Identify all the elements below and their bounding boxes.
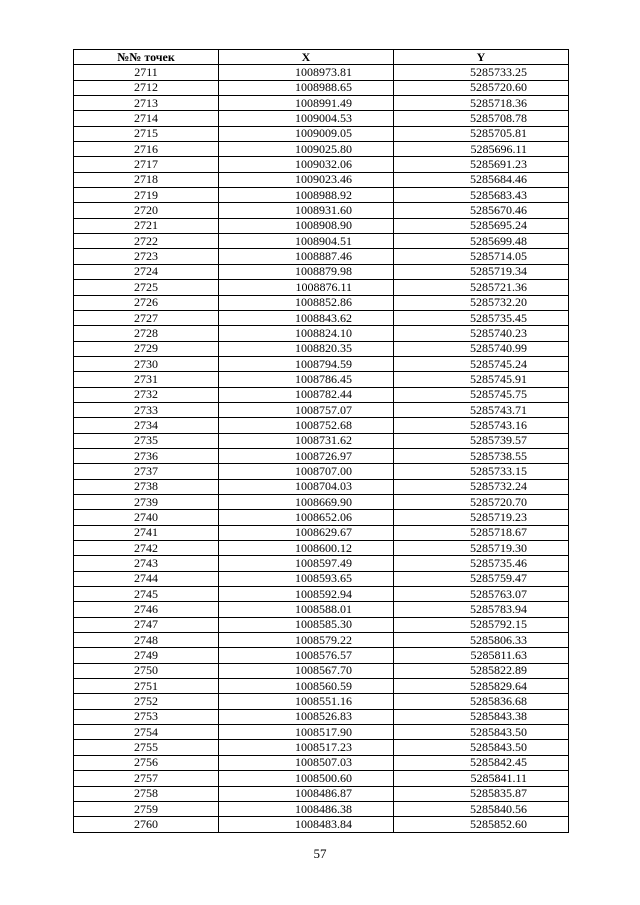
table-row bbox=[74, 157, 569, 172]
table-row bbox=[74, 264, 569, 279]
y-coordinate-cell: 5285708.78 bbox=[394, 111, 569, 126]
point-number-cell: 2724 bbox=[74, 264, 219, 279]
x-coordinate-cell: 1008669.90 bbox=[219, 494, 394, 509]
table-row bbox=[74, 602, 569, 617]
x-coordinate-cell: 1008887.46 bbox=[219, 249, 394, 264]
point-number-cell: 2728 bbox=[74, 326, 219, 341]
x-coordinate-cell: 1008704.03 bbox=[219, 479, 394, 494]
x-coordinate-cell: 1008707.00 bbox=[219, 464, 394, 479]
table-row bbox=[74, 203, 569, 218]
point-number-cell: 2738 bbox=[74, 479, 219, 494]
table-row bbox=[74, 510, 569, 525]
point-number-cell: 2749 bbox=[74, 648, 219, 663]
page-number: 57 bbox=[313, 846, 327, 861]
table-row bbox=[74, 479, 569, 494]
x-coordinate-cell: 1008600.12 bbox=[219, 541, 394, 556]
table-row bbox=[74, 464, 569, 479]
y-coordinate-cell: 5285843.50 bbox=[394, 740, 569, 755]
y-coordinate-cell: 5285683.43 bbox=[394, 188, 569, 203]
y-coordinate-cell: 5285733.25 bbox=[394, 65, 569, 80]
table-body bbox=[74, 65, 569, 832]
y-coordinate-cell: 5285852.60 bbox=[394, 817, 569, 832]
table-row bbox=[74, 725, 569, 740]
y-coordinate-cell: 5285743.16 bbox=[394, 418, 569, 433]
y-coordinate-cell: 5285719.34 bbox=[394, 264, 569, 279]
point-number-cell: 2717 bbox=[74, 157, 219, 172]
table-row bbox=[74, 633, 569, 648]
header-x: X bbox=[219, 50, 394, 65]
y-coordinate-cell: 5285735.45 bbox=[394, 310, 569, 325]
point-number-cell: 2723 bbox=[74, 249, 219, 264]
table-row bbox=[74, 372, 569, 387]
table-row bbox=[74, 126, 569, 141]
y-coordinate-cell: 5285739.57 bbox=[394, 433, 569, 448]
y-coordinate-cell: 5285705.81 bbox=[394, 126, 569, 141]
table-row bbox=[74, 402, 569, 417]
x-coordinate-cell: 1008782.44 bbox=[219, 387, 394, 402]
table-row bbox=[74, 694, 569, 709]
table-row bbox=[74, 96, 569, 111]
table-row bbox=[74, 172, 569, 187]
y-coordinate-cell: 5285743.71 bbox=[394, 402, 569, 417]
y-coordinate-cell: 5285695.24 bbox=[394, 218, 569, 233]
table-row bbox=[74, 65, 569, 80]
y-coordinate-cell: 5285806.33 bbox=[394, 633, 569, 648]
table-row bbox=[74, 740, 569, 755]
table-row bbox=[74, 556, 569, 571]
x-coordinate-cell: 1008757.07 bbox=[219, 402, 394, 417]
point-number-cell: 2715 bbox=[74, 126, 219, 141]
point-number-cell: 2750 bbox=[74, 663, 219, 678]
y-coordinate-cell: 5285732.24 bbox=[394, 479, 569, 494]
y-coordinate-cell: 5285732.20 bbox=[394, 295, 569, 310]
y-coordinate-cell: 5285745.24 bbox=[394, 356, 569, 371]
x-coordinate-cell: 1008486.38 bbox=[219, 801, 394, 816]
x-coordinate-cell: 1008652.06 bbox=[219, 510, 394, 525]
x-coordinate-cell: 1008876.11 bbox=[219, 280, 394, 295]
x-coordinate-cell: 1008560.59 bbox=[219, 679, 394, 694]
y-coordinate-cell: 5285718.36 bbox=[394, 96, 569, 111]
point-number-cell: 2742 bbox=[74, 541, 219, 556]
table-row bbox=[74, 617, 569, 632]
x-coordinate-cell: 1008597.49 bbox=[219, 556, 394, 571]
y-coordinate-cell: 5285745.75 bbox=[394, 387, 569, 402]
x-coordinate-cell: 1008567.70 bbox=[219, 663, 394, 678]
table-row bbox=[74, 755, 569, 770]
table-row bbox=[74, 679, 569, 694]
point-number-cell: 2713 bbox=[74, 96, 219, 111]
x-coordinate-cell: 1008988.92 bbox=[219, 188, 394, 203]
x-coordinate-cell: 1008820.35 bbox=[219, 341, 394, 356]
table-row bbox=[74, 310, 569, 325]
point-number-cell: 2747 bbox=[74, 617, 219, 632]
point-number-cell: 2754 bbox=[74, 725, 219, 740]
header-row bbox=[74, 50, 569, 65]
y-coordinate-cell: 5285721.36 bbox=[394, 280, 569, 295]
table-row bbox=[74, 218, 569, 233]
x-coordinate-cell: 1008486.87 bbox=[219, 786, 394, 801]
y-coordinate-cell: 5285840.56 bbox=[394, 801, 569, 816]
table-row bbox=[74, 571, 569, 586]
x-coordinate-cell: 1009009.05 bbox=[219, 126, 394, 141]
x-coordinate-cell: 1008726.97 bbox=[219, 448, 394, 463]
table-row bbox=[74, 326, 569, 341]
point-number-cell: 2726 bbox=[74, 295, 219, 310]
x-coordinate-cell: 1008483.84 bbox=[219, 817, 394, 832]
x-coordinate-cell: 1008824.10 bbox=[219, 326, 394, 341]
point-number-cell: 2739 bbox=[74, 494, 219, 509]
y-coordinate-cell: 5285696.11 bbox=[394, 142, 569, 157]
point-number-cell: 2721 bbox=[74, 218, 219, 233]
table-row bbox=[74, 433, 569, 448]
y-coordinate-cell: 5285719.30 bbox=[394, 541, 569, 556]
table-row bbox=[74, 786, 569, 801]
y-coordinate-cell: 5285835.87 bbox=[394, 786, 569, 801]
point-number-cell: 2745 bbox=[74, 587, 219, 602]
table-row bbox=[74, 648, 569, 663]
point-number-cell: 2716 bbox=[74, 142, 219, 157]
x-coordinate-cell: 1008786.45 bbox=[219, 372, 394, 387]
point-number-cell: 2729 bbox=[74, 341, 219, 356]
x-coordinate-cell: 1008908.90 bbox=[219, 218, 394, 233]
table-row bbox=[74, 142, 569, 157]
point-number-cell: 2714 bbox=[74, 111, 219, 126]
x-coordinate-cell: 1008843.62 bbox=[219, 310, 394, 325]
x-coordinate-cell: 1008576.57 bbox=[219, 648, 394, 663]
point-number-cell: 2731 bbox=[74, 372, 219, 387]
point-number-cell: 2718 bbox=[74, 172, 219, 187]
y-coordinate-cell: 5285763.07 bbox=[394, 587, 569, 602]
point-number-cell: 2727 bbox=[74, 310, 219, 325]
x-coordinate-cell: 1008991.49 bbox=[219, 96, 394, 111]
y-coordinate-cell: 5285718.67 bbox=[394, 525, 569, 540]
point-number-cell: 2760 bbox=[74, 817, 219, 832]
point-number-cell: 2744 bbox=[74, 571, 219, 586]
point-number-cell: 2748 bbox=[74, 633, 219, 648]
y-coordinate-cell: 5285735.46 bbox=[394, 556, 569, 571]
y-coordinate-cell: 5285684.46 bbox=[394, 172, 569, 187]
y-coordinate-cell: 5285740.99 bbox=[394, 341, 569, 356]
x-coordinate-cell: 1008593.65 bbox=[219, 571, 394, 586]
x-coordinate-cell: 1008731.62 bbox=[219, 433, 394, 448]
x-coordinate-cell: 1008507.03 bbox=[219, 755, 394, 770]
y-coordinate-cell: 5285811.63 bbox=[394, 648, 569, 663]
x-coordinate-cell: 1008752.68 bbox=[219, 418, 394, 433]
y-coordinate-cell: 5285699.48 bbox=[394, 234, 569, 249]
point-number-cell: 2719 bbox=[74, 188, 219, 203]
x-coordinate-cell: 1009023.46 bbox=[219, 172, 394, 187]
point-number-cell: 2746 bbox=[74, 602, 219, 617]
x-coordinate-cell: 1008500.60 bbox=[219, 771, 394, 786]
y-coordinate-cell: 5285733.15 bbox=[394, 464, 569, 479]
table-row bbox=[74, 280, 569, 295]
table-row bbox=[74, 234, 569, 249]
table-row bbox=[74, 817, 569, 832]
x-coordinate-cell: 1008931.60 bbox=[219, 203, 394, 218]
y-coordinate-cell: 5285745.91 bbox=[394, 372, 569, 387]
point-number-cell: 2741 bbox=[74, 525, 219, 540]
point-number-cell: 2740 bbox=[74, 510, 219, 525]
table-row bbox=[74, 801, 569, 816]
y-coordinate-cell: 5285836.68 bbox=[394, 694, 569, 709]
point-number-cell: 2753 bbox=[74, 709, 219, 724]
point-number-cell: 2752 bbox=[74, 694, 219, 709]
table-row bbox=[74, 249, 569, 264]
table-row bbox=[74, 80, 569, 95]
y-coordinate-cell: 5285714.05 bbox=[394, 249, 569, 264]
x-coordinate-cell: 1009004.53 bbox=[219, 111, 394, 126]
y-coordinate-cell: 5285720.60 bbox=[394, 80, 569, 95]
table-row bbox=[74, 295, 569, 310]
point-number-cell: 2730 bbox=[74, 356, 219, 371]
table-row bbox=[74, 356, 569, 371]
y-coordinate-cell: 5285822.89 bbox=[394, 663, 569, 678]
point-number-cell: 2758 bbox=[74, 786, 219, 801]
table-row bbox=[74, 111, 569, 126]
y-coordinate-cell: 5285842.45 bbox=[394, 755, 569, 770]
y-coordinate-cell: 5285759.47 bbox=[394, 571, 569, 586]
x-coordinate-cell: 1008517.90 bbox=[219, 725, 394, 740]
point-number-cell: 2732 bbox=[74, 387, 219, 402]
point-number-cell: 2756 bbox=[74, 755, 219, 770]
x-coordinate-cell: 1008852.86 bbox=[219, 295, 394, 310]
point-number-cell: 2711 bbox=[74, 65, 219, 80]
y-coordinate-cell: 5285843.50 bbox=[394, 725, 569, 740]
y-coordinate-cell: 5285792.15 bbox=[394, 617, 569, 632]
header-y: Y bbox=[394, 50, 569, 65]
x-coordinate-cell: 1008588.01 bbox=[219, 602, 394, 617]
x-coordinate-cell: 1008879.98 bbox=[219, 264, 394, 279]
header-point-number: №№ точек bbox=[74, 50, 219, 65]
table-row bbox=[74, 663, 569, 678]
table-row bbox=[74, 494, 569, 509]
table-row bbox=[74, 188, 569, 203]
y-coordinate-cell: 5285841.11 bbox=[394, 771, 569, 786]
point-number-cell: 2757 bbox=[74, 771, 219, 786]
point-number-cell: 2751 bbox=[74, 679, 219, 694]
y-coordinate-cell: 5285738.55 bbox=[394, 448, 569, 463]
table-row bbox=[74, 771, 569, 786]
x-coordinate-cell: 1008585.30 bbox=[219, 617, 394, 632]
x-coordinate-cell: 1008794.59 bbox=[219, 356, 394, 371]
point-number-cell: 2733 bbox=[74, 402, 219, 417]
point-number-cell: 2722 bbox=[74, 234, 219, 249]
x-coordinate-cell: 1009032.06 bbox=[219, 157, 394, 172]
table-header bbox=[74, 50, 569, 65]
point-number-cell: 2735 bbox=[74, 433, 219, 448]
y-coordinate-cell: 5285829.64 bbox=[394, 679, 569, 694]
point-number-cell: 2736 bbox=[74, 448, 219, 463]
point-number-cell: 2712 bbox=[74, 80, 219, 95]
coordinates-table bbox=[73, 49, 569, 833]
table-row bbox=[74, 525, 569, 540]
x-coordinate-cell: 1008517.23 bbox=[219, 740, 394, 755]
y-coordinate-cell: 5285720.70 bbox=[394, 494, 569, 509]
x-coordinate-cell: 1008579.22 bbox=[219, 633, 394, 648]
table-row bbox=[74, 387, 569, 402]
x-coordinate-cell: 1008973.81 bbox=[219, 65, 394, 80]
x-coordinate-cell: 1009025.80 bbox=[219, 142, 394, 157]
point-number-cell: 2734 bbox=[74, 418, 219, 433]
y-coordinate-cell: 5285783.94 bbox=[394, 602, 569, 617]
y-coordinate-cell: 5285740.23 bbox=[394, 326, 569, 341]
x-coordinate-cell: 1008526.83 bbox=[219, 709, 394, 724]
x-coordinate-cell: 1008988.65 bbox=[219, 80, 394, 95]
point-number-cell: 2759 bbox=[74, 801, 219, 816]
y-coordinate-cell: 5285719.23 bbox=[394, 510, 569, 525]
y-coordinate-cell: 5285843.38 bbox=[394, 709, 569, 724]
table-row bbox=[74, 587, 569, 602]
point-number-cell: 2725 bbox=[74, 280, 219, 295]
point-number-cell: 2737 bbox=[74, 464, 219, 479]
table-row bbox=[74, 341, 569, 356]
y-coordinate-cell: 5285691.23 bbox=[394, 157, 569, 172]
x-coordinate-cell: 1008551.16 bbox=[219, 694, 394, 709]
x-coordinate-cell: 1008592.94 bbox=[219, 587, 394, 602]
point-number-cell: 2720 bbox=[74, 203, 219, 218]
table-row bbox=[74, 418, 569, 433]
x-coordinate-cell: 1008629.67 bbox=[219, 525, 394, 540]
point-number-cell: 2743 bbox=[74, 556, 219, 571]
point-number-cell: 2755 bbox=[74, 740, 219, 755]
table-row bbox=[74, 448, 569, 463]
y-coordinate-cell: 5285670.46 bbox=[394, 203, 569, 218]
x-coordinate-cell: 1008904.51 bbox=[219, 234, 394, 249]
table-row bbox=[74, 709, 569, 724]
table-row bbox=[74, 541, 569, 556]
